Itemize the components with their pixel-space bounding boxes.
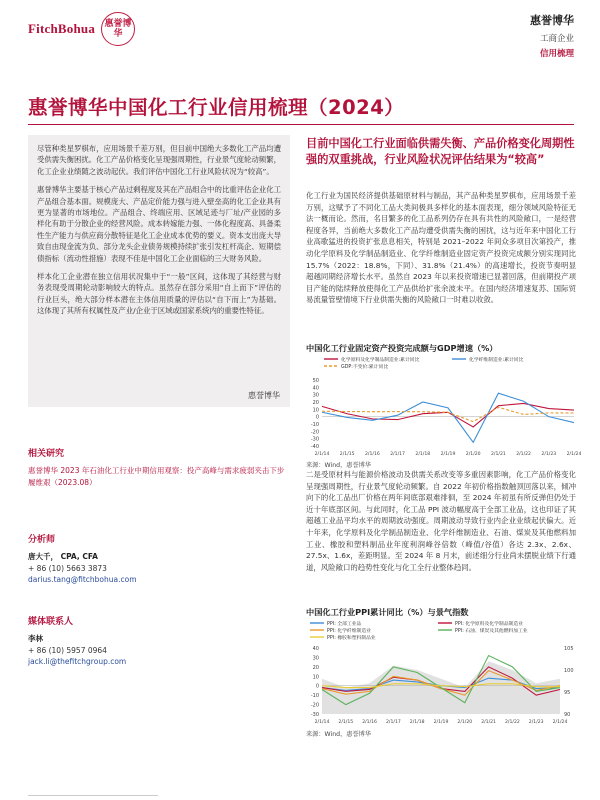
y-tick-label: -20 — [310, 702, 319, 709]
x-tick-label: 2/1/14 — [314, 452, 330, 457]
x-tick-label: 2/1/19 — [433, 720, 449, 725]
chart2 — [306, 618, 578, 726]
y-tick-label: 20 — [312, 664, 319, 671]
analyst-section — [28, 532, 290, 586]
y-tick-label: -40 — [310, 444, 319, 450]
media-section — [28, 614, 290, 668]
x-tick-label: 2/1/22 — [516, 452, 531, 457]
logo-text: FitchBohua — [28, 21, 96, 36]
title-divider — [28, 124, 574, 125]
x-tick-label: 2/1/24 — [566, 452, 582, 457]
right-paragraph-1: 化工行业为国民经济提供基础原材料与制品，其产品种类星罗棋布，应用场景千差万别，这赋予了不同化工品大类间极具多样化的基本面表现，细分领域风险特征无法一概而论。然而，名目繁多的化工品系列仍存在具有共性的风险敞口，一是经营程度各异，当前绝大多数化工产品均遭受供需失衡的困扰，这与近年来中国化工行业高歌猛进的投资扩张息息相关，特别是 2021–2022 年间众多项目次第投产，推动化学原料及化学制品制造业、化学纤维制造业固定资产投资完成额分别实现同比 15.7%（2022：18.8%，下同）、31.8%（21.4%）的高速增长，投资节奏明显超越同期经济增长水平。虽然自 2023 年以来投资增速已显著回落，但前期投产项目产能的陆续释放使得化工产品供给扩张余波未平。在国内经济增速复苏、国际贸易流量管壁情境下行业供需失衡的风险敞口一时难以收敛。 — [306, 191, 576, 305]
x-tick-label: 2/1/24 — [552, 720, 568, 725]
media-email[interactable]: jack.li@thefitchgroup.com — [28, 657, 127, 666]
analyst-phone: + 86 (10) 5663 3873 — [28, 563, 107, 573]
x-tick-label: 2/1/19 — [440, 452, 456, 457]
y-tick-label: -10 — [310, 693, 319, 700]
chart1-source: 来源：Wind，惠誉博华 — [306, 462, 372, 469]
legend-label: GDP:不变价:累计同比 — [341, 365, 389, 370]
y-tick-label: 0 — [315, 683, 319, 690]
summary-signature: 惠誉博华 — [248, 391, 280, 400]
media-name: 李林 — [28, 634, 43, 643]
x-tick-label: 2/1/20 — [457, 720, 473, 725]
y-tick-label: 40 — [312, 646, 319, 652]
y-tick-label: 40 — [312, 385, 319, 392]
y-tick-label: 10 — [312, 407, 319, 414]
media-heading: 媒体联系人 — [28, 617, 74, 627]
series-line — [322, 393, 574, 442]
x-tick-label: 2/1/17 — [390, 452, 405, 457]
y2-tick-label: 105 — [564, 646, 574, 652]
media-phone: + 86 (10) 5957 0964 — [28, 645, 107, 655]
chart2-source: 来源：Wind，惠誉博华 — [306, 731, 372, 738]
x-tick-label: 2/1/18 — [409, 720, 425, 725]
category: 工商企业 — [539, 34, 574, 44]
x-tick-label: 2/1/16 — [365, 452, 380, 457]
x-tick-label: 2/1/21 — [481, 720, 496, 725]
footer-rule — [28, 795, 158, 798]
chart2-title: 中国化工行业PPI累计同比（%）与景气指数 — [306, 607, 469, 617]
y-tick-label: 0 — [315, 414, 319, 421]
y-tick-label: 10 — [312, 674, 319, 681]
summary-paragraph-1: 尽管种类星罗棋布，应用场景千差万别，但目前中国绝大多数化工产品均遭受供需失衡困扰。化工产品价格变化呈现强周期性，行业景气度轮动频繁，化工企业业绩随之波动起伏。我们评估中国化工行业风险状况为“较高”。 — [37, 144, 281, 176]
legend-label: PPI: 石油、煤炭及其他燃料加工业 — [455, 629, 528, 634]
x-tick-label: 2/1/17 — [386, 720, 401, 725]
y-tick-label: 30 — [312, 392, 319, 399]
legend-label: 化学纤维制造业:累计同比 — [469, 358, 524, 363]
related-research — [28, 446, 290, 488]
y2-tick-label: 90 — [564, 712, 571, 718]
related-link[interactable]: 惠誉博华 2023 年石油化工行业中期信用观察：投产高峰与需求疲弱夹击下步履维艰（2023.08） — [28, 466, 285, 487]
x-tick-label: 2/1/15 — [338, 720, 354, 725]
related-heading: 相关研究 — [28, 449, 65, 459]
header-meta — [530, 12, 574, 59]
summary-paragraph-3: 样本化工企业潜在独立信用状况集中于“一般”区间，这体现了其经营与财务表现受周期轮动影响较大的特点。虽然存在部分采用“自上而下”评估的行业巨头，绝大部分样本潜在主体信用质量的评估以“自下而上”为基础。这体现了其所有权属性及产业/企业于区域或国家系统内的重要性特征。 — [37, 272, 281, 316]
analyst-email[interactable]: darius.tang@fitchbohua.com — [28, 575, 137, 584]
legend-label: PPI: 化学原料及化学制品制造业 — [455, 622, 523, 627]
logo-seal: 惠誉博华 — [101, 12, 135, 46]
summary-panel — [28, 135, 290, 407]
y-tick-label: 30 — [312, 655, 319, 662]
legend-label: PPI: 化学纤维制造业 — [327, 629, 371, 634]
y-tick-label: -10 — [310, 422, 319, 428]
analyst-name: 唐大千， CPA, CFA — [28, 552, 98, 561]
y-tick-label: -30 — [310, 712, 319, 718]
legend-label: 化学原料及化学制品制造业:累计同比 — [341, 358, 420, 363]
right-paragraph-2: 二是受原材料与能源价格波动及供需关系改变等多重因素影响，化工产品价格变化呈现强周期性，行业景气度轮动频繁。自 2022 年初价格指数触顶回落以来，倾冲向下的化工品出厂价格在两年间底部艰难徘徊，至 2024 年初虽有所反弹但仍处于近十年底部区间。与此同时，化工品 PPI 波动幅度高于全部工业品，这也印证了其超越工业品平均水平的周期波动强度。周期波动导致行业内企业业绩起伏偏大。近十年来，化学原料及化学制品制造业、化学纤维制造业、石油、煤炭及其他燃料加工业、橡胶和塑料制品业年度利润峰谷倍数（峰值/谷值）各达 2.3x、2.6x、27.5x、1.6x，差距明显。至 2024 年 8 月末，前述细分行业尚未摆脱业绩下行通道，风险敞口的趋势性变化与化工全行业整体趋同。 — [306, 470, 576, 572]
x-tick-label: 2/1/16 — [362, 720, 377, 725]
legend-label: PPI: 橡胶和塑料制品业 — [327, 636, 376, 641]
x-tick-label: 2/1/14 — [314, 720, 330, 725]
x-tick-label: 2/1/23 — [528, 720, 544, 725]
y2-tick-label: 95 — [564, 690, 571, 696]
logo — [28, 12, 135, 46]
analyst-heading: 分析师 — [28, 535, 56, 545]
y-tick-label: 50 — [312, 378, 319, 384]
x-tick-label: 2/1/18 — [415, 452, 431, 457]
legend-label: PPI: 全部工业品 — [327, 622, 362, 627]
page-title: 惠誉博华中国化工行业信用梳理（2024） — [28, 96, 405, 119]
x-tick-label: 2/1/22 — [505, 720, 520, 725]
subcategory: 信用梳理 — [539, 49, 574, 59]
y2-tick-label: 100 — [564, 668, 574, 674]
right-headline: 目前中国化工行业面临供需失衡、产品价格变化周期性强的双重挑战，行业风险状况评估结果为“较高” — [306, 137, 575, 166]
x-tick-label: 2/1/20 — [465, 452, 481, 457]
y-tick-label: -20 — [310, 429, 319, 436]
brand-name: 惠誉博华 — [530, 14, 574, 27]
y-tick-label: 20 — [312, 400, 319, 406]
x-tick-label: 2/1/15 — [339, 452, 355, 457]
x-tick-label: 2/1/23 — [541, 452, 557, 457]
y-tick-label: -30 — [310, 436, 319, 443]
summary-paragraph-2: 惠誉博华主要基于核心产品过剩程度及其在产品组合中的比重评估企业化工产品组合基本面。规模庞大、产品定价能力强与进入壁垒高的化工企业具有更为显著的市场地位。产品组合、终端应用、区域足迹与厂址/产业园的多样化有助于分散企业的经营风险。成本转嫁能力强、一体化程度高、具备柔性生产能力与供应商分散特征是化工企业成本优势的要义。资本支出庞大导致自由现金流为负、部分龙头企业债务规模持续扩张引发杠杆高企、短期偿债指标（流动性措施）表现不佳是中国化工企业面临的三大财务风险。 — [37, 185, 281, 263]
chart1 — [306, 354, 582, 458]
x-tick-label: 2/1/21 — [491, 452, 506, 457]
chart1-title: 中国化工行业固定资产投资完成额与GDP增速（%） — [306, 343, 498, 353]
series-line — [322, 403, 574, 426]
